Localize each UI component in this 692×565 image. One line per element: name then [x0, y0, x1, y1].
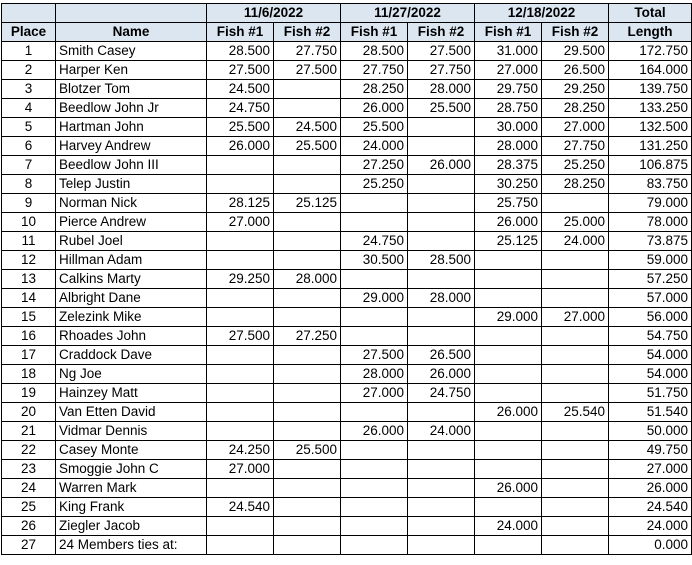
- cell-date2-fish1: [341, 460, 408, 479]
- cell-date1-fish2: [274, 232, 341, 251]
- header-row-columns: [2, 23, 692, 42]
- cell-date1-fish2: [274, 156, 341, 175]
- cell-place: 16: [2, 327, 56, 346]
- cell-date2-fish2: [408, 232, 475, 251]
- cell-date2-fish2: 26.000: [408, 365, 475, 384]
- cell-date3-fish1: 25.750: [475, 194, 542, 213]
- cell-total-length: 59.000: [609, 251, 692, 270]
- cell-date3-fish2: [542, 270, 609, 289]
- table-row: [2, 422, 692, 441]
- cell-date1-fish2: 27.750: [274, 42, 341, 61]
- cell-date1-fish1: [207, 156, 274, 175]
- cell-date1-fish1: 27.500: [207, 327, 274, 346]
- cell-date1-fish2: [274, 80, 341, 99]
- cell-date3-fish1: 29.750: [475, 80, 542, 99]
- cell-date2-fish1: [341, 270, 408, 289]
- cell-date3-fish2: [542, 384, 609, 403]
- cell-date1-fish2: [274, 498, 341, 517]
- cell-date1-fish2: [274, 289, 341, 308]
- cell-date3-fish2: 28.250: [542, 99, 609, 118]
- cell-date1-fish1: [207, 384, 274, 403]
- cell-name: Calkins Marty: [56, 270, 207, 289]
- cell-name: Norman Nick: [56, 194, 207, 213]
- cell-date2-fish1: [341, 403, 408, 422]
- cell-date2-fish2: [408, 498, 475, 517]
- cell-date1-fish1: 27.000: [207, 213, 274, 232]
- cell-date2-fish2: [408, 194, 475, 213]
- cell-date2-fish1: 28.500: [341, 42, 408, 61]
- table-row: [2, 270, 692, 289]
- cell-date2-fish1: [341, 194, 408, 213]
- header-place: Place: [2, 23, 56, 42]
- cell-name: Hainzey Matt: [56, 384, 207, 403]
- cell-date2-fish1: 29.000: [341, 289, 408, 308]
- cell-name: Zelezink Mike: [56, 308, 207, 327]
- cell-date2-fish2: [408, 517, 475, 536]
- cell-name: Blotzer Tom: [56, 80, 207, 99]
- cell-date2-fish1: [341, 517, 408, 536]
- table-row: [2, 99, 692, 118]
- cell-date2-fish1: 27.250: [341, 156, 408, 175]
- cell-date1-fish2: [274, 479, 341, 498]
- cell-date2-fish1: 26.000: [341, 422, 408, 441]
- table-row: [2, 232, 692, 251]
- cell-date3-fish1: 30.250: [475, 175, 542, 194]
- cell-date2-fish2: [408, 536, 475, 555]
- cell-date1-fish1: [207, 403, 274, 422]
- cell-date2-fish1: 28.000: [341, 365, 408, 384]
- cell-total-length: 54.000: [609, 346, 692, 365]
- cell-name: Harper Ken: [56, 61, 207, 80]
- cell-place: 11: [2, 232, 56, 251]
- table-row: [2, 536, 692, 555]
- cell-date3-fish1: [475, 536, 542, 555]
- cell-name: Rubel Joel: [56, 232, 207, 251]
- cell-date1-fish2: 28.000: [274, 270, 341, 289]
- cell-date1-fish1: 29.250: [207, 270, 274, 289]
- cell-date1-fish2: [274, 422, 341, 441]
- table-row: [2, 213, 692, 232]
- cell-date1-fish1: [207, 308, 274, 327]
- cell-date3-fish1: [475, 270, 542, 289]
- cell-date2-fish2: 26.000: [408, 156, 475, 175]
- header-length: Length: [609, 23, 692, 42]
- cell-date3-fish2: [542, 498, 609, 517]
- cell-place: 24: [2, 479, 56, 498]
- cell-place: 6: [2, 137, 56, 156]
- table-row: [2, 80, 692, 99]
- cell-name: Casey Monte: [56, 441, 207, 460]
- cell-name: Ziegler Jacob: [56, 517, 207, 536]
- cell-date1-fish1: 27.500: [207, 61, 274, 80]
- cell-date1-fish2: [274, 384, 341, 403]
- header-date1-fish2: Fish #2: [274, 23, 341, 42]
- cell-date3-fish1: [475, 289, 542, 308]
- cell-date2-fish2: 28.000: [408, 289, 475, 308]
- cell-name: Harvey Andrew: [56, 137, 207, 156]
- table-row: [2, 42, 692, 61]
- header-blank-name: [56, 4, 207, 23]
- cell-total-length: 106.875: [609, 156, 692, 175]
- cell-date1-fish1: [207, 517, 274, 536]
- cell-date2-fish1: [341, 479, 408, 498]
- cell-date3-fish2: 27.000: [542, 308, 609, 327]
- cell-date3-fish1: 28.375: [475, 156, 542, 175]
- cell-date3-fish1: 29.000: [475, 308, 542, 327]
- cell-date3-fish1: [475, 422, 542, 441]
- cell-total-length: 26.000: [609, 479, 692, 498]
- cell-date1-fish2: [274, 346, 341, 365]
- cell-date1-fish1: 27.000: [207, 460, 274, 479]
- cell-date2-fish1: [341, 213, 408, 232]
- cell-date3-fish1: [475, 441, 542, 460]
- cell-name: Warren Mark: [56, 479, 207, 498]
- cell-date3-fish2: [542, 479, 609, 498]
- table-row: [2, 118, 692, 137]
- cell-date3-fish1: 26.000: [475, 213, 542, 232]
- cell-date3-fish2: 25.250: [542, 156, 609, 175]
- cell-date3-fish2: 26.500: [542, 61, 609, 80]
- cell-date1-fish2: [274, 213, 341, 232]
- cell-date3-fish1: [475, 251, 542, 270]
- cell-total-length: 79.000: [609, 194, 692, 213]
- cell-date3-fish2: [542, 536, 609, 555]
- cell-date1-fish1: 24.250: [207, 441, 274, 460]
- cell-date1-fish1: 28.500: [207, 42, 274, 61]
- cell-date3-fish2: 25.540: [542, 403, 609, 422]
- cell-date2-fish1: 24.750: [341, 232, 408, 251]
- cell-date1-fish2: 24.500: [274, 118, 341, 137]
- cell-date1-fish2: 25.500: [274, 137, 341, 156]
- cell-date1-fish2: [274, 365, 341, 384]
- cell-date3-fish2: 28.250: [542, 175, 609, 194]
- table-row: [2, 251, 692, 270]
- cell-date1-fish1: [207, 365, 274, 384]
- cell-date2-fish2: 27.500: [408, 42, 475, 61]
- cell-place: 5: [2, 118, 56, 137]
- table-row: [2, 384, 692, 403]
- cell-date3-fish1: 26.000: [475, 403, 542, 422]
- table-row: [2, 137, 692, 156]
- cell-name: Hillman Adam: [56, 251, 207, 270]
- cell-date1-fish1: 28.125: [207, 194, 274, 213]
- cell-name: Vidmar Dennis: [56, 422, 207, 441]
- cell-date2-fish2: 24.000: [408, 422, 475, 441]
- cell-date2-fish1: [341, 536, 408, 555]
- cell-name: Albright Dane: [56, 289, 207, 308]
- table-body: [2, 42, 692, 555]
- cell-date2-fish2: 24.750: [408, 384, 475, 403]
- cell-date1-fish2: 25.125: [274, 194, 341, 213]
- cell-date3-fish2: 24.000: [542, 232, 609, 251]
- cell-date3-fish1: 24.000: [475, 517, 542, 536]
- cell-total-length: 57.000: [609, 289, 692, 308]
- cell-total-length: 54.000: [609, 365, 692, 384]
- header-date-1: 11/6/2022: [207, 4, 341, 23]
- cell-name: Ng Joe: [56, 365, 207, 384]
- cell-total-length: 51.750: [609, 384, 692, 403]
- header-date1-fish1: Fish #1: [207, 23, 274, 42]
- cell-name: Beedlow John III: [56, 156, 207, 175]
- cell-date3-fish2: [542, 365, 609, 384]
- table-row: [2, 517, 692, 536]
- cell-date1-fish2: [274, 175, 341, 194]
- table-row: [2, 289, 692, 308]
- cell-date1-fish1: [207, 346, 274, 365]
- cell-total-length: 83.750: [609, 175, 692, 194]
- cell-name: Beedlow John Jr: [56, 99, 207, 118]
- cell-date2-fish2: [408, 460, 475, 479]
- header-date-2: 11/27/2022: [341, 4, 475, 23]
- cell-total-length: 164.000: [609, 61, 692, 80]
- table-header: [2, 4, 692, 42]
- cell-date3-fish2: [542, 194, 609, 213]
- cell-date3-fish2: [542, 441, 609, 460]
- cell-date1-fish2: 27.250: [274, 327, 341, 346]
- header-date3-fish2: Fish #2: [542, 23, 609, 42]
- cell-date3-fish1: [475, 365, 542, 384]
- cell-total-length: 54.750: [609, 327, 692, 346]
- cell-name: Smoggie John C: [56, 460, 207, 479]
- cell-date3-fish2: 25.000: [542, 213, 609, 232]
- cell-name: Rhoades John: [56, 327, 207, 346]
- header-row-dates: [2, 4, 692, 23]
- cell-date1-fish1: [207, 251, 274, 270]
- cell-date2-fish1: 30.500: [341, 251, 408, 270]
- cell-date1-fish2: [274, 517, 341, 536]
- cell-place: 13: [2, 270, 56, 289]
- cell-date2-fish2: 28.000: [408, 80, 475, 99]
- cell-date1-fish2: [274, 460, 341, 479]
- cell-place: 10: [2, 213, 56, 232]
- cell-date3-fish1: 30.000: [475, 118, 542, 137]
- cell-place: 20: [2, 403, 56, 422]
- cell-date1-fish2: [274, 403, 341, 422]
- cell-date2-fish1: [341, 327, 408, 346]
- cell-date3-fish1: [475, 498, 542, 517]
- cell-total-length: 172.750: [609, 42, 692, 61]
- cell-date1-fish1: [207, 422, 274, 441]
- cell-date1-fish2: [274, 536, 341, 555]
- cell-date3-fish2: [542, 422, 609, 441]
- header-date-3: 12/18/2022: [475, 4, 609, 23]
- cell-total-length: 73.875: [609, 232, 692, 251]
- cell-date1-fish1: 24.540: [207, 498, 274, 517]
- cell-date1-fish1: [207, 289, 274, 308]
- table-row: [2, 498, 692, 517]
- table-row: [2, 441, 692, 460]
- cell-place: 14: [2, 289, 56, 308]
- cell-date3-fish2: 27.000: [542, 118, 609, 137]
- cell-date2-fish2: [408, 118, 475, 137]
- cell-date1-fish1: 25.500: [207, 118, 274, 137]
- cell-place: 9: [2, 194, 56, 213]
- cell-total-length: 132.500: [609, 118, 692, 137]
- cell-name: 24 Members ties at:: [56, 536, 207, 555]
- cell-total-length: 78.000: [609, 213, 692, 232]
- header-blank-place: [2, 4, 56, 23]
- cell-place: 27: [2, 536, 56, 555]
- cell-date2-fish2: [408, 137, 475, 156]
- cell-date2-fish2: [408, 213, 475, 232]
- cell-date3-fish1: 28.000: [475, 137, 542, 156]
- cell-date3-fish1: [475, 460, 542, 479]
- cell-total-length: 24.540: [609, 498, 692, 517]
- cell-place: 3: [2, 80, 56, 99]
- cell-place: 26: [2, 517, 56, 536]
- table-row: [2, 308, 692, 327]
- cell-name: Craddock Dave: [56, 346, 207, 365]
- cell-date2-fish1: 25.250: [341, 175, 408, 194]
- cell-date2-fish2: 26.500: [408, 346, 475, 365]
- cell-date3-fish1: 26.000: [475, 479, 542, 498]
- cell-date3-fish1: 27.000: [475, 61, 542, 80]
- cell-place: 12: [2, 251, 56, 270]
- cell-place: 8: [2, 175, 56, 194]
- cell-date1-fish1: [207, 175, 274, 194]
- cell-date1-fish1: 24.500: [207, 80, 274, 99]
- cell-date3-fish2: [542, 251, 609, 270]
- cell-date3-fish1: 28.750: [475, 99, 542, 118]
- cell-date2-fish1: 27.000: [341, 384, 408, 403]
- cell-date2-fish1: 26.000: [341, 99, 408, 118]
- cell-place: 21: [2, 422, 56, 441]
- cell-name: Smith Casey: [56, 42, 207, 61]
- cell-date3-fish2: [542, 346, 609, 365]
- cell-date2-fish1: 27.750: [341, 61, 408, 80]
- cell-date2-fish2: [408, 327, 475, 346]
- cell-date2-fish1: 25.500: [341, 118, 408, 137]
- cell-date1-fish2: [274, 99, 341, 118]
- cell-date3-fish2: [542, 517, 609, 536]
- header-date3-fish1: Fish #1: [475, 23, 542, 42]
- cell-date1-fish1: [207, 479, 274, 498]
- cell-place: 2: [2, 61, 56, 80]
- cell-place: 7: [2, 156, 56, 175]
- table-row: [2, 346, 692, 365]
- cell-date2-fish2: [408, 175, 475, 194]
- cell-date2-fish2: [408, 308, 475, 327]
- cell-date2-fish1: [341, 308, 408, 327]
- table-row: [2, 403, 692, 422]
- cell-date2-fish2: 27.750: [408, 61, 475, 80]
- cell-total-length: 131.250: [609, 137, 692, 156]
- standings-table: [1, 3, 692, 555]
- cell-date1-fish2: 27.500: [274, 61, 341, 80]
- cell-date1-fish2: 25.500: [274, 441, 341, 460]
- cell-date3-fish2: [542, 327, 609, 346]
- cell-total-length: 50.000: [609, 422, 692, 441]
- cell-place: 19: [2, 384, 56, 403]
- cell-name: Van Etten David: [56, 403, 207, 422]
- header-date2-fish2: Fish #2: [408, 23, 475, 42]
- cell-date2-fish2: 25.500: [408, 99, 475, 118]
- cell-date1-fish2: [274, 251, 341, 270]
- cell-date2-fish2: [408, 270, 475, 289]
- table-row: [2, 479, 692, 498]
- cell-date2-fish2: [408, 441, 475, 460]
- cell-name: Telep Justin: [56, 175, 207, 194]
- cell-date2-fish2: 28.500: [408, 251, 475, 270]
- cell-name: Hartman John: [56, 118, 207, 137]
- cell-date1-fish1: 24.750: [207, 99, 274, 118]
- cell-date2-fish1: [341, 441, 408, 460]
- cell-name: King Frank: [56, 498, 207, 517]
- header-total: Total: [609, 4, 692, 23]
- cell-place: 4: [2, 99, 56, 118]
- cell-place: 18: [2, 365, 56, 384]
- cell-total-length: 56.000: [609, 308, 692, 327]
- cell-total-length: 0.000: [609, 536, 692, 555]
- cell-date2-fish1: 27.500: [341, 346, 408, 365]
- header-date2-fish1: Fish #1: [341, 23, 408, 42]
- cell-total-length: 139.750: [609, 80, 692, 99]
- table-row: [2, 156, 692, 175]
- table-row: [2, 365, 692, 384]
- cell-date3-fish1: 25.125: [475, 232, 542, 251]
- cell-date2-fish2: [408, 479, 475, 498]
- cell-date3-fish1: [475, 346, 542, 365]
- cell-place: 22: [2, 441, 56, 460]
- table-row: [2, 175, 692, 194]
- cell-date3-fish1: [475, 327, 542, 346]
- cell-date1-fish1: [207, 536, 274, 555]
- cell-total-length: 27.000: [609, 460, 692, 479]
- cell-total-length: 133.250: [609, 99, 692, 118]
- cell-date1-fish1: [207, 232, 274, 251]
- cell-date3-fish2: [542, 289, 609, 308]
- table-row: [2, 460, 692, 479]
- cell-total-length: 49.750: [609, 441, 692, 460]
- cell-date2-fish1: [341, 498, 408, 517]
- cell-total-length: 24.000: [609, 517, 692, 536]
- cell-name: Pierce Andrew: [56, 213, 207, 232]
- cell-place: 25: [2, 498, 56, 517]
- table-row: [2, 61, 692, 80]
- cell-date1-fish1: 26.000: [207, 137, 274, 156]
- cell-place: 23: [2, 460, 56, 479]
- table-row: [2, 194, 692, 213]
- cell-date3-fish1: 31.000: [475, 42, 542, 61]
- cell-date3-fish2: 29.250: [542, 80, 609, 99]
- cell-total-length: 51.540: [609, 403, 692, 422]
- cell-date1-fish2: [274, 308, 341, 327]
- cell-date3-fish1: [475, 384, 542, 403]
- cell-date2-fish2: [408, 403, 475, 422]
- cell-total-length: 57.250: [609, 270, 692, 289]
- cell-date3-fish2: 29.500: [542, 42, 609, 61]
- cell-date2-fish1: 28.250: [341, 80, 408, 99]
- table-row: [2, 327, 692, 346]
- cell-date3-fish2: 27.750: [542, 137, 609, 156]
- cell-place: 17: [2, 346, 56, 365]
- header-name: Name: [56, 23, 207, 42]
- cell-date3-fish2: [542, 460, 609, 479]
- cell-place: 15: [2, 308, 56, 327]
- cell-date2-fish1: 24.000: [341, 137, 408, 156]
- cell-place: 1: [2, 42, 56, 61]
